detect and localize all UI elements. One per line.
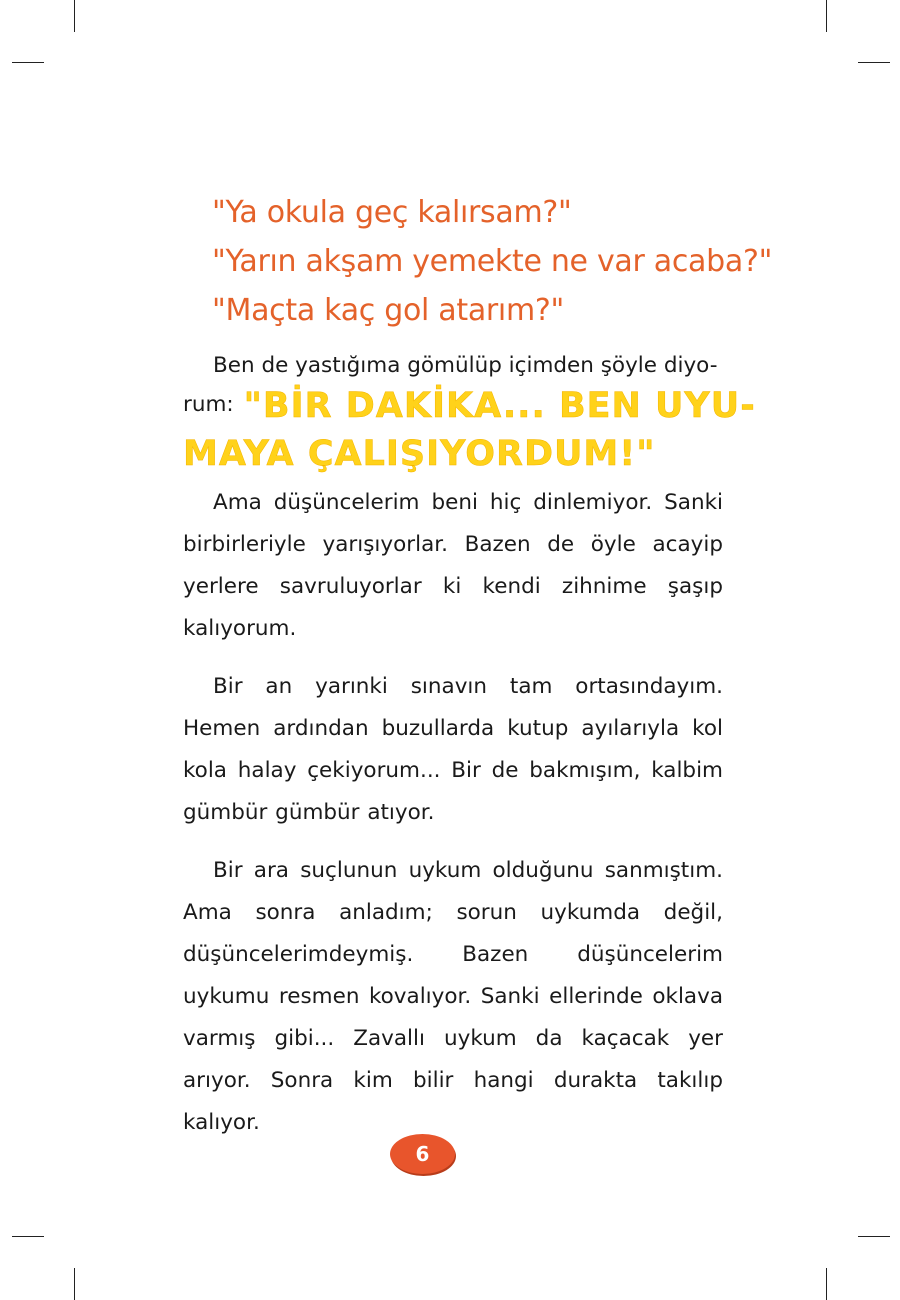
paragraph-text: Bir an yarınki sınavın tam ortasındayım. Hemen ardından buzullarda kutup ayılarıyla kol kola halay çekiyorum... Bir de bakmışım, kalbim gümbür gümbür atıyor. bbox=[183, 674, 723, 825]
crop-mark bbox=[74, 1268, 75, 1300]
crop-mark bbox=[858, 1236, 890, 1237]
quote-line: "Yarın akşam yemekte ne var acaba?" bbox=[212, 244, 773, 279]
crop-mark bbox=[826, 1268, 827, 1300]
shout-text: "BİR DAKİKA... BEN UYU- bbox=[243, 386, 756, 426]
body-paragraph bbox=[183, 482, 723, 650]
quote-line: "Maçta kaç gol atarım?" bbox=[212, 293, 565, 328]
paragraph-text: Ama düşüncelerim beni hiç dinlemiyor. Sanki birbirleriyle yarışıyorlar. Bazen de öyle acayip yerlere savruluyorlar ki kendi zihnime şaşıp kalıyorum. bbox=[183, 490, 723, 641]
crop-mark bbox=[74, 0, 75, 32]
crop-mark bbox=[12, 1236, 44, 1237]
crop-mark bbox=[858, 62, 890, 63]
body-paragraph bbox=[183, 850, 723, 1144]
page-number-badge: 6 bbox=[390, 1134, 455, 1174]
shout-text: MAYA ÇALIŞIYORDUM!" bbox=[183, 434, 656, 474]
crop-mark bbox=[12, 62, 44, 63]
crop-mark bbox=[826, 0, 827, 32]
body-paragraph bbox=[183, 666, 723, 834]
intro-line: Ben de yastığıma gömülüp içimden şöyle diyo- bbox=[213, 353, 718, 378]
intro-paragraph bbox=[183, 350, 756, 474]
intro-prefix: rum: bbox=[183, 392, 234, 417]
quote-list bbox=[212, 188, 772, 335]
quote-line: "Ya okula geç kalırsam?" bbox=[212, 195, 572, 230]
paragraph-text: Bir ara suçlunun uykum olduğunu sanmıştım. Ama sonra anladım; sorun uykumda değil, düşüncelerimdeymiş. Bazen düşüncelerim uykumu resmen kovalıyor. Sanki ellerinde oklava varmış gibi... Zavallı uykum da kaçacak yer arıyor. Sonra kim bilir hangi durakta takılıp kalıyor. bbox=[183, 858, 723, 1135]
shout-line bbox=[183, 386, 756, 426]
